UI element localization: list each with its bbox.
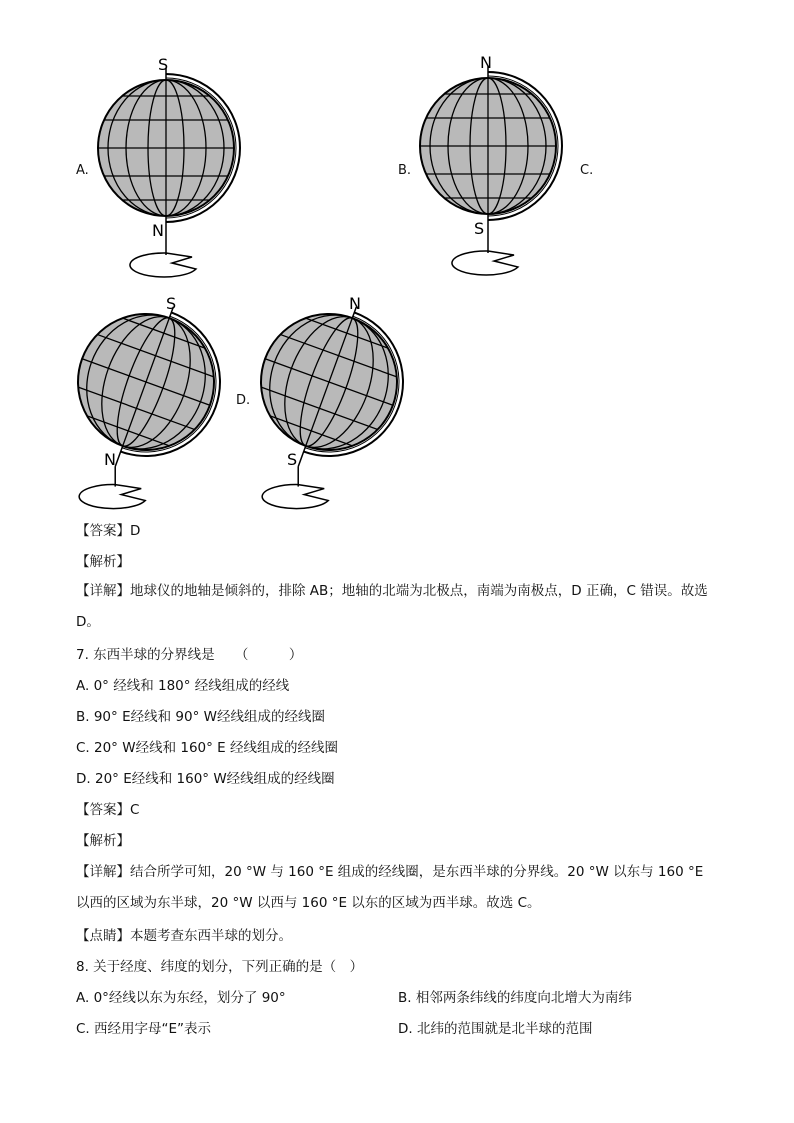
q7-option-a: A. 0° 经线和 180° 经线组成的经线: [76, 678, 290, 694]
globe-option-b-drawing: [414, 56, 584, 286]
stand-base: [130, 253, 196, 277]
globe-option-d-drawing: [255, 292, 425, 512]
axis-bottom: [115, 446, 123, 467]
globe-group: [98, 68, 240, 238]
q8-option-b: B. 相邻两条纬线的纬度向北增大为南纬: [398, 990, 632, 1006]
pole-label-top: S: [166, 293, 177, 313]
q6-analysis: 【解析】: [76, 554, 130, 570]
pole-label-top: N: [349, 293, 362, 313]
pole-label-bottom: N: [152, 221, 164, 240]
axis-bottom: [298, 446, 306, 467]
q8-option-d: D. 北纬的范围就是北半球的范围: [398, 1021, 593, 1037]
option-a-label: A.: [76, 163, 89, 178]
q8-option-a: A. 0°经线以东为东经，划分了 90°: [76, 990, 286, 1006]
pole-label-top: N: [480, 56, 492, 72]
q7-option-d: D. 20° E经线和 160° W经线组成的经线圈: [76, 771, 335, 787]
option-c-label: C.: [580, 163, 594, 178]
globe-sphere: [255, 295, 416, 469]
q7-option-b: B. 90° E经线和 90° W经线组成的经线圈: [76, 709, 325, 725]
q8-stem: 8. 关于经度、纬度的划分，下列正确的是（ ）: [76, 959, 364, 975]
q8-option-c: C. 西经用字母“E”表示: [76, 1021, 212, 1037]
pole-label-bottom: N: [103, 450, 116, 470]
q6-answer: 【答案】D: [76, 523, 141, 539]
stand-base: [262, 485, 328, 509]
globe-sphere: [72, 295, 233, 469]
globe-group: [72, 292, 242, 492]
pole-label-top: S: [158, 58, 169, 74]
q7-stem: 7. 东西半球的分界线是 （ ）: [76, 647, 303, 663]
q6-detail: 【详解】地球仪的地轴是倾斜的，排除 AB；地轴的北端为北极点，南端为南极点，D 正确，C 错误。故选D。: [76, 583, 708, 630]
option-d-label: D.: [236, 393, 251, 408]
q7-comment: 【点睛】本题考查东西半球的划分。: [76, 928, 292, 944]
q7-option-c: C. 20° W经线和 160° E 经线组成的经线圈: [76, 740, 338, 756]
option-b-label: B.: [398, 163, 412, 178]
globe-option-a-drawing: [92, 58, 262, 288]
q7-detail: 【详解】结合所学可知，20 °W 与 160 °E 组成的经线圈，是东西半球的分界线。20 °W 以东与 160 °E 以西的区域为东半球，20 °W 以西与 160 °E 以东的区域为西半球。故选 C。: [76, 864, 704, 911]
globe-group: [255, 292, 425, 492]
stand-base: [79, 485, 145, 509]
globe-group: [420, 66, 562, 236]
pole-label-bottom: S: [286, 450, 298, 470]
pole-label-bottom: S: [474, 219, 485, 238]
q7-answer: 【答案】C: [76, 802, 140, 818]
globe-option-c-drawing: [72, 292, 242, 512]
stand-base: [452, 251, 518, 275]
q7-analysis: 【解析】: [76, 833, 130, 849]
